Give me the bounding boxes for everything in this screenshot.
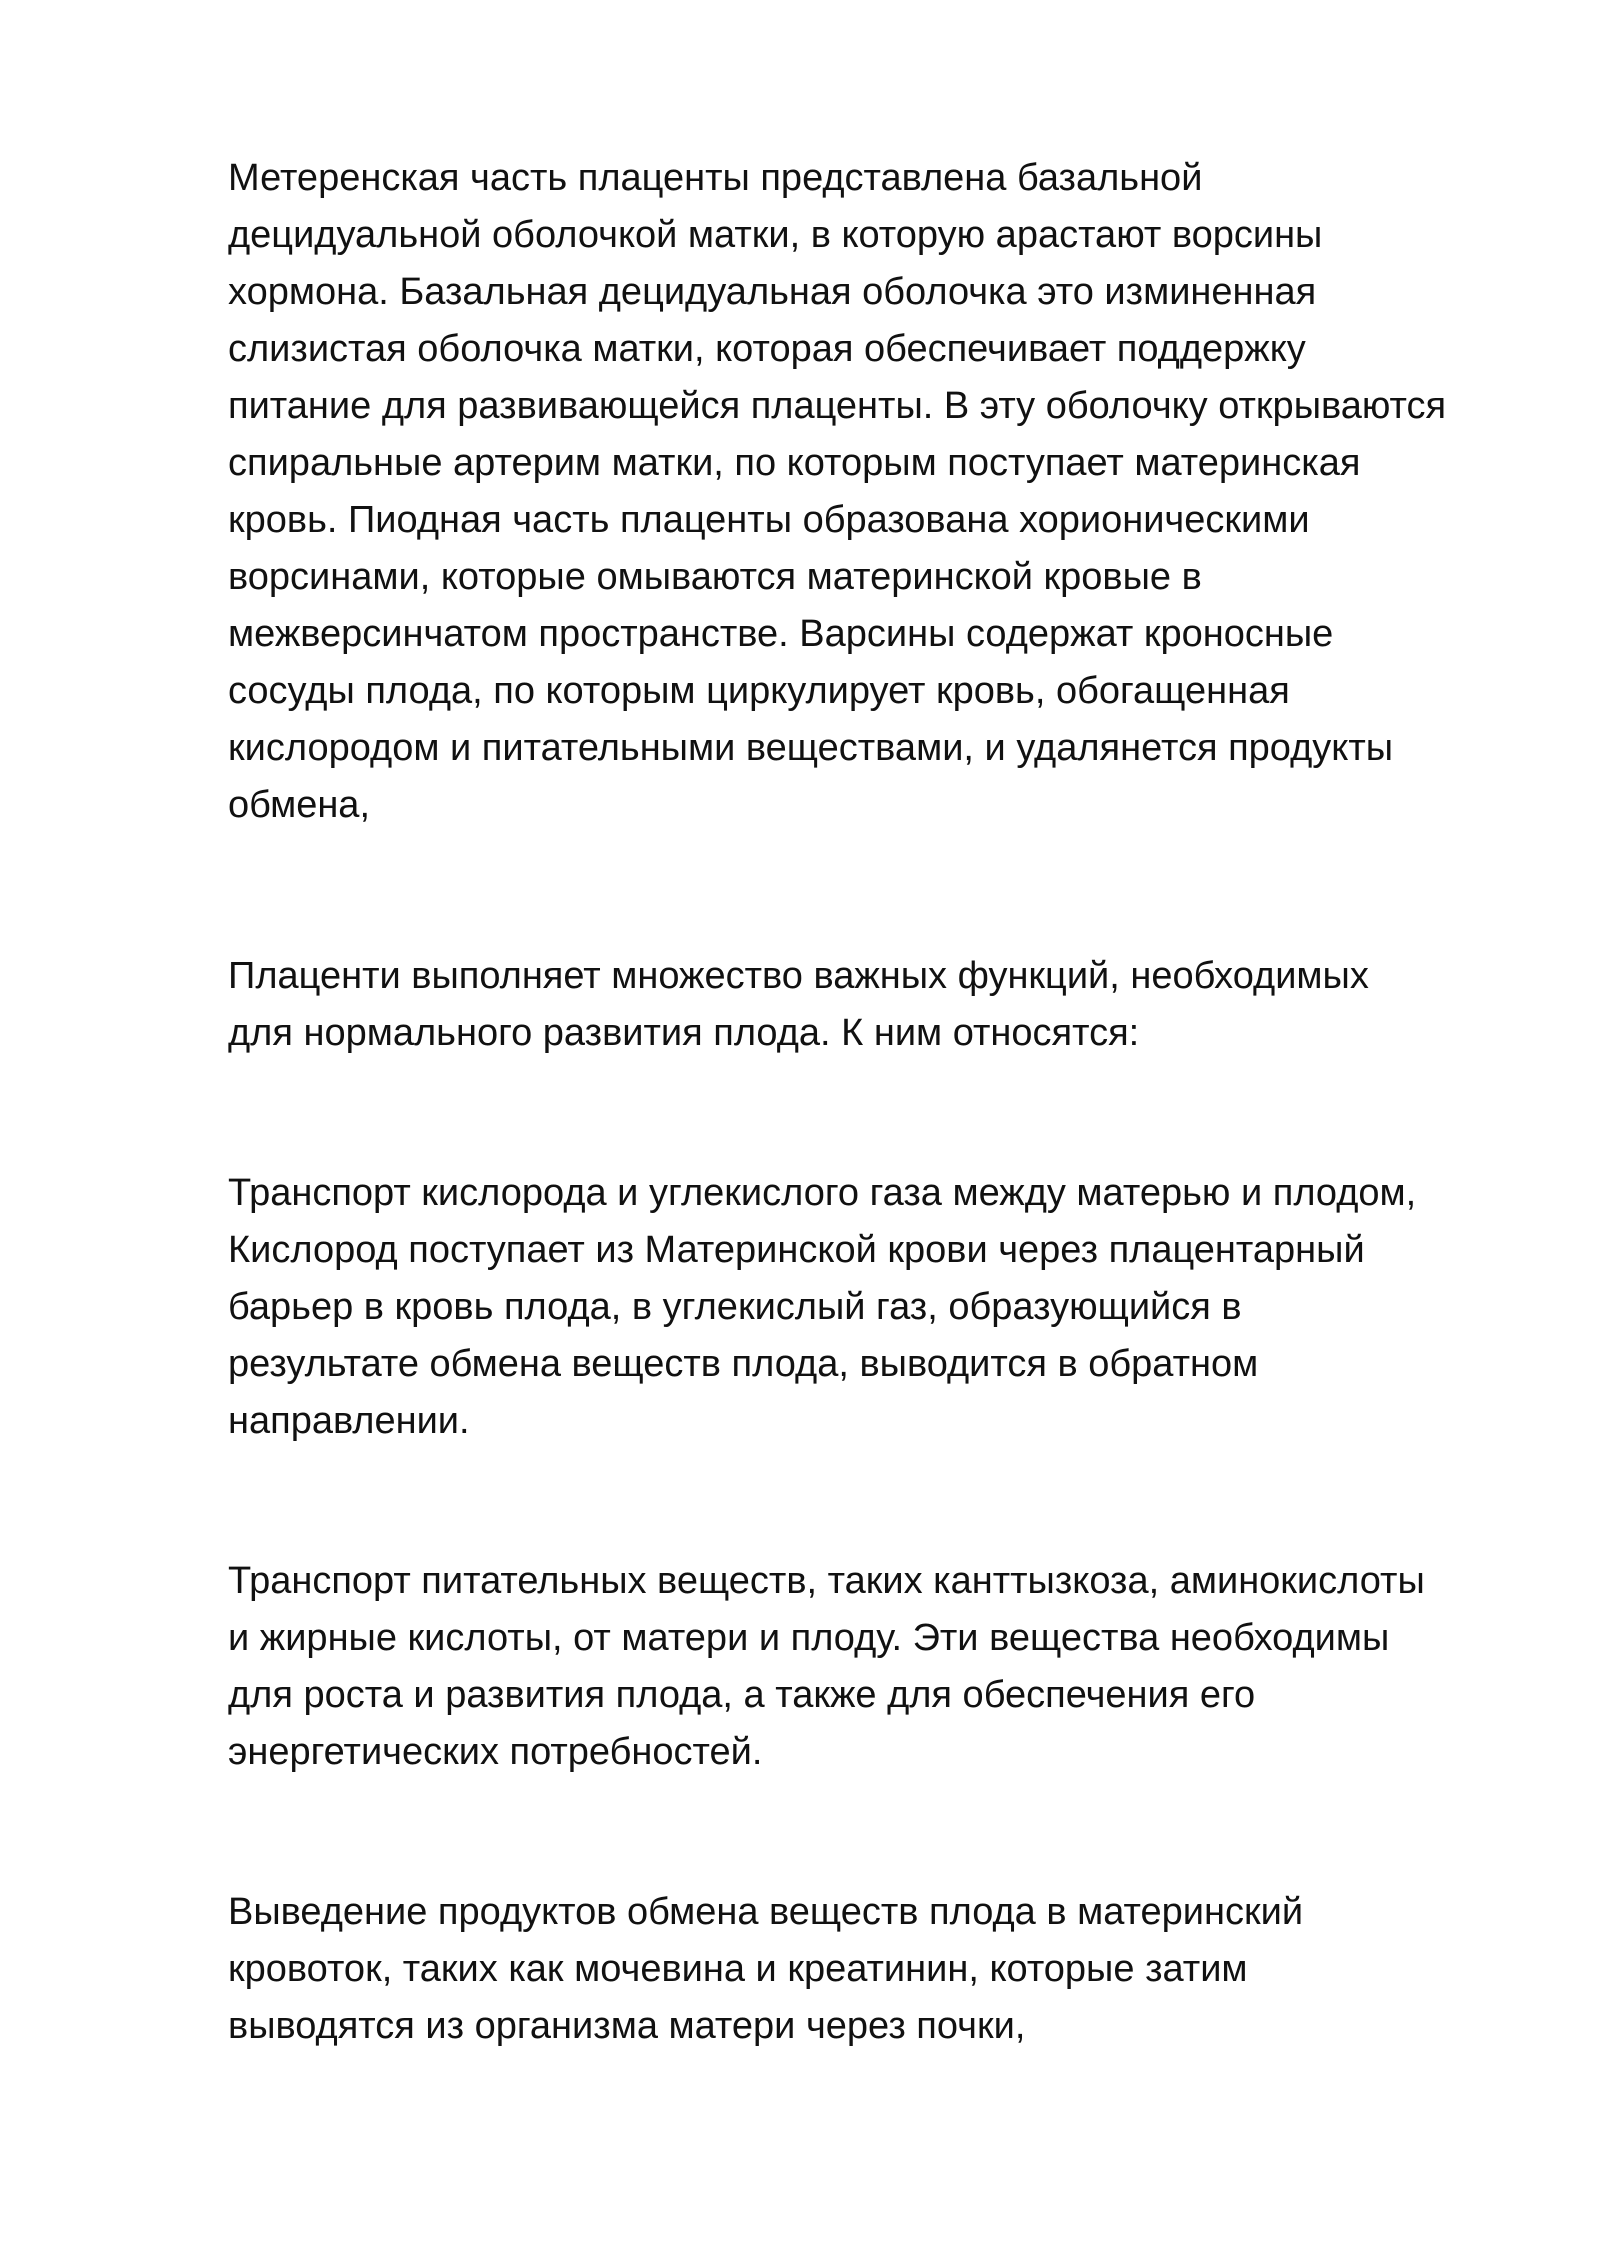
document-body — [228, 150, 1518, 2055]
paragraph-placenta-functions-intro: Плаценти выполняет множество важных функций, необходимых для нормального развития плода. К ним относятся: — [228, 955, 1369, 1054]
paragraph-waste-removal: Выведение продуктов обмена веществ плода в материнский кровоток, таких как мочевина и креатинин, которые затим выводятся из организма матери через почки, — [228, 1891, 1304, 2047]
paragraph-oxygen-transport: Транспорт кислорода и углекислого газа между матерью и плодом, Кислород поступает из Материнской крови через плацентарный барьер в кровь плода, в углекислый газ, образующийся в результате обмена веществ плода, выводится в обратном направлении. — [228, 1172, 1417, 1442]
paragraph-placenta-maternal-part: Метеренская часть плаценты представлена базальной децидуальной оболочкой матки, в которую арастают ворсины хормона. Базальная децидуальная оболочка это изминенная слизистая оболочка матки, которая обеспечивает поддержку питание для развивающейся плаценты. В эту оболочку открываются спиральные артерим матки, по которым поступает материнская кровь. Пиодная часть плаценты образована хорионическими ворсинами, которые омываются материнской кровые в межверсинчатом пространстве. Варсины содержат кроносные сосуды плода, по которым циркулирует кровь, обогащенная кислородом и питательными веществами, и удалянется продукты обмена, — [228, 157, 1447, 826]
paragraph-nutrient-transport: Транспорт питательных веществ, таких канттызкоза, аминокислоты и жирные кислоты, от матери и плоду. Эти вещества необходимы для роста и развития плода, а также для обеспечения его энергетических потребностей. — [228, 1560, 1425, 1773]
